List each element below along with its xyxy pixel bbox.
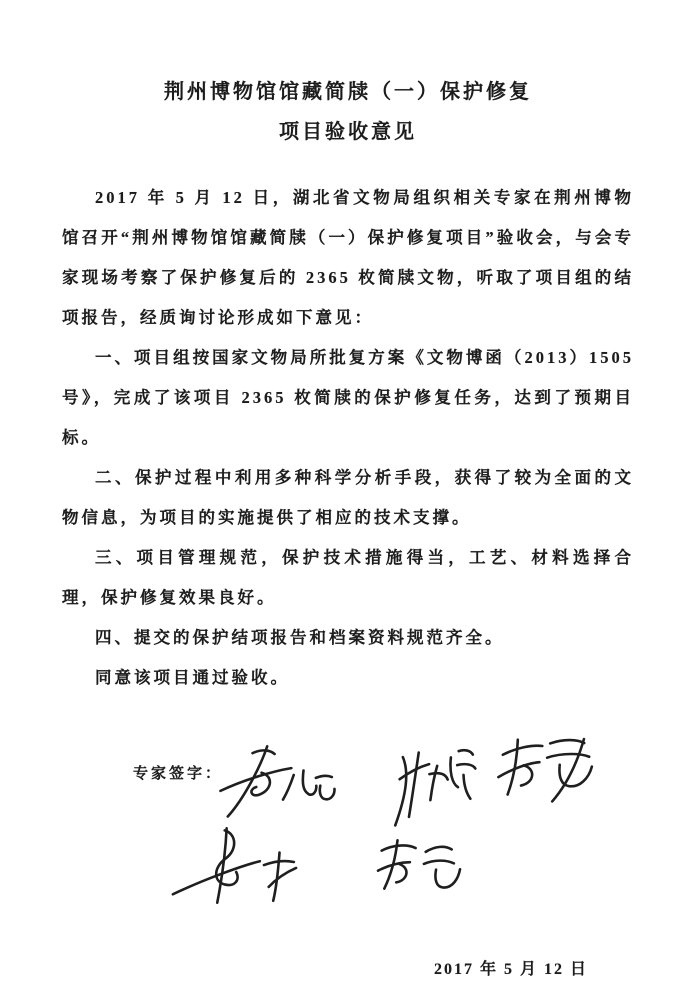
document-paragraph: 三、项目管理规范，保护技术措施得当，工艺、材料选择合理，保护修复效果良好。 [62,548,634,607]
document-paragraph: 二、保护过程中利用多种科学分析手段，获得了较为全面的文物信息，为项目的实施提供了相应的技术支撑。 [62,468,634,527]
handwritten-signature-1 [212,737,338,825]
document-paragraph: 同意该项目通过验收。 [95,668,290,687]
handwritten-signature-3 [488,730,599,809]
signature-label: 专家签字： [133,766,224,782]
handwritten-signature-2 [384,742,483,835]
handwritten-signature-5 [369,835,466,903]
document-date: 2017 年 5 月 12 日 [433,961,588,978]
document-paragraph: 2017 年 5 月 12 日，湖北省文物局组织相关专家在荆州博物馆召开“荆州博物馆馆藏简牍（一）保护修复项目”验收会，与会专家现场考察了保护修复后的 2365 枚简牍文物，听取了项目组的结项报告，经质询讨论形成如下意见： [62,188,634,327]
handwritten-signature-4 [163,821,312,912]
title-line-2: 项目验收意见 [279,121,417,143]
title-line-1: 荆州博物馆馆藏简牍（一）保护修复 [164,81,532,103]
document-body [62,178,634,698]
signature-block [62,740,634,952]
document-paragraph: 一、项目组按国家文物局所批复方案《文物博函（2013）1505 号》，完成了该项目 2365 枚简牍的保护修复任务，达到了预期目标。 [62,348,634,447]
document-paragraph: 四、提交的保护结项报告和档案资料规范齐全。 [95,628,505,647]
document-title [62,72,634,152]
